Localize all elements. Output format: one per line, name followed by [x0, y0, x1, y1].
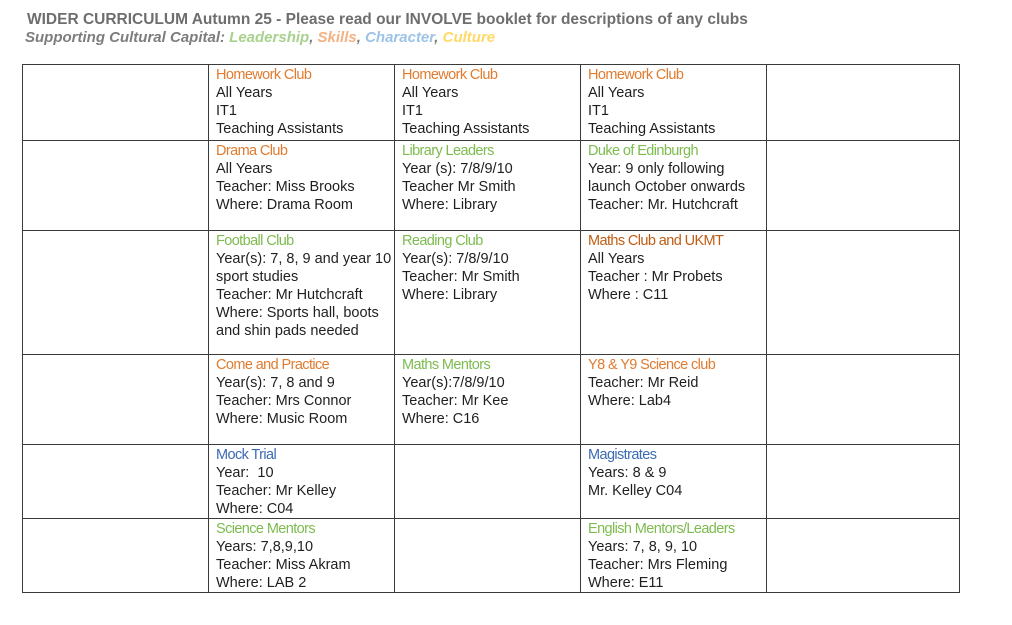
club-cell — [209, 141, 395, 231]
club-name: Library Leaders — [402, 143, 494, 159]
club-detail: Years: 8 & 9 — [588, 465, 667, 481]
club-detail: IT1 — [216, 103, 237, 119]
club-detail: Teacher: Mrs Fleming — [588, 557, 728, 573]
club-detail: Teaching Assistants — [588, 121, 716, 137]
empty-cell — [395, 519, 581, 593]
club-name: Come and Practice — [216, 357, 330, 373]
club-cell — [581, 141, 767, 231]
club-detail: Year (s): 7/8/9/10 — [402, 161, 513, 177]
club-detail: All Years — [588, 251, 645, 267]
subtitle-prefix: Supporting Cultural Capital: — [25, 29, 230, 46]
table-row — [23, 355, 960, 445]
table-row — [23, 231, 960, 355]
club-detail: Teacher: Mr Kelley — [216, 483, 337, 499]
club-detail: All Years — [402, 85, 459, 101]
club-name: Reading Club — [402, 233, 483, 249]
empty-cell — [767, 231, 960, 355]
separator: , — [356, 29, 366, 46]
empty-cell — [23, 65, 209, 141]
club-cell — [581, 355, 767, 445]
empty-cell — [395, 445, 581, 519]
club-cell — [395, 65, 581, 141]
club-detail: Teaching Assistants — [402, 121, 530, 137]
club-detail: Where: Library — [402, 287, 498, 303]
club-cell — [581, 519, 767, 593]
club-detail: Teacher: Mr Kee — [402, 393, 509, 409]
club-cell — [209, 65, 395, 141]
empty-cell — [23, 355, 209, 445]
separator: , — [309, 29, 318, 46]
club-cell — [209, 231, 395, 355]
club-cell — [209, 355, 395, 445]
table-row — [23, 445, 960, 519]
club-cell — [209, 519, 395, 593]
club-name: Magistrates — [588, 447, 657, 463]
value-leadership: Leadership — [229, 29, 310, 46]
club-detail: Teacher: Mr Reid — [588, 375, 699, 391]
value-culture: Culture — [442, 29, 496, 46]
club-name: Mock Trial — [216, 447, 277, 463]
club-detail: Where: LAB 2 — [216, 575, 307, 591]
club-detail: Teacher: Miss Akram — [216, 557, 351, 573]
club-name: Homework Club — [402, 67, 498, 83]
club-cell — [395, 231, 581, 355]
club-detail: Teacher Mr Smith — [402, 179, 516, 195]
club-detail: All Years — [588, 85, 645, 101]
club-detail: Where : C11 — [588, 287, 669, 303]
empty-cell — [23, 231, 209, 355]
club-detail: Teaching Assistants — [216, 121, 344, 137]
page-title: WIDER CURRICULUM Autumn 25 - Please read our INVOLVE booklet for descriptions of any clubs — [27, 11, 748, 28]
club-name: Drama Club — [216, 143, 288, 159]
club-detail: Where: Lab4 — [588, 393, 672, 409]
value-character: Character — [365, 29, 435, 46]
club-name: Maths Mentors — [402, 357, 491, 373]
club-detail: IT1 — [588, 103, 609, 119]
club-detail: All Years — [216, 85, 273, 101]
club-detail: Year(s): 7, 8 and 9 — [216, 375, 335, 391]
club-name: Duke of Edinburgh — [588, 143, 698, 159]
club-cell — [395, 355, 581, 445]
club-detail: Where: Music Room — [216, 411, 348, 427]
club-cell — [395, 141, 581, 231]
club-name: Homework Club — [216, 67, 312, 83]
club-detail: Where: Sports hall, boots and shin pads needed — [216, 305, 383, 339]
club-detail: Year(s): 7/8/9/10 — [402, 251, 509, 267]
club-detail: Mr. Kelley C04 — [588, 483, 683, 499]
club-detail: Teacher: Mrs Connor — [216, 393, 352, 409]
table-row — [23, 519, 960, 593]
club-detail: Where: Drama Room — [216, 197, 353, 213]
club-name: Y8 & Y9 Science club — [588, 357, 716, 373]
club-name: Maths Club and UKMT — [588, 233, 724, 249]
empty-cell — [767, 355, 960, 445]
club-detail: Teacher: Mr. Hutchcraft — [588, 197, 738, 213]
club-detail: IT1 — [402, 103, 423, 119]
club-cell — [209, 445, 395, 519]
club-cell — [581, 231, 767, 355]
clubs-timetable — [22, 64, 960, 593]
club-detail: Years: 7,8,9,10 — [216, 539, 314, 555]
page-subtitle — [25, 29, 495, 46]
club-detail: Teacher : Mr Probets — [588, 269, 723, 285]
empty-cell — [23, 519, 209, 593]
separator: , — [434, 29, 443, 46]
empty-cell — [23, 141, 209, 231]
empty-cell — [767, 519, 960, 593]
club-detail: Where: C04 — [216, 501, 294, 517]
club-detail: Years: 7, 8, 9, 10 — [588, 539, 698, 555]
club-detail: Where: Library — [402, 197, 498, 213]
club-detail: All Years — [216, 161, 273, 177]
empty-cell — [767, 65, 960, 141]
club-detail: Where: E11 — [588, 575, 664, 591]
club-detail: Where: C16 — [402, 411, 480, 427]
club-detail: Teacher: Mr Hutchcraft — [216, 287, 363, 303]
club-detail: Year(s):7/8/9/10 — [402, 375, 505, 391]
value-skills: Skills — [317, 29, 357, 46]
table-row — [23, 65, 960, 141]
club-detail: Year: 10 — [216, 465, 274, 481]
club-name: Homework Club — [588, 67, 684, 83]
empty-cell — [767, 141, 960, 231]
club-cell — [581, 65, 767, 141]
club-detail: Teacher: Mr Smith — [402, 269, 520, 285]
empty-cell — [767, 445, 960, 519]
empty-cell — [23, 445, 209, 519]
club-cell — [581, 445, 767, 519]
table-row — [23, 141, 960, 231]
club-detail: Year(s): 7, 8, 9 and year 10 sport studies — [216, 251, 396, 285]
club-name: Science Mentors — [216, 521, 315, 537]
club-name: English Mentors/Leaders — [588, 521, 735, 537]
club-detail: Teacher: Miss Brooks — [216, 179, 355, 195]
club-name: Football Club — [216, 233, 294, 249]
club-detail: Year: 9 only following launch October onwards — [588, 161, 746, 195]
